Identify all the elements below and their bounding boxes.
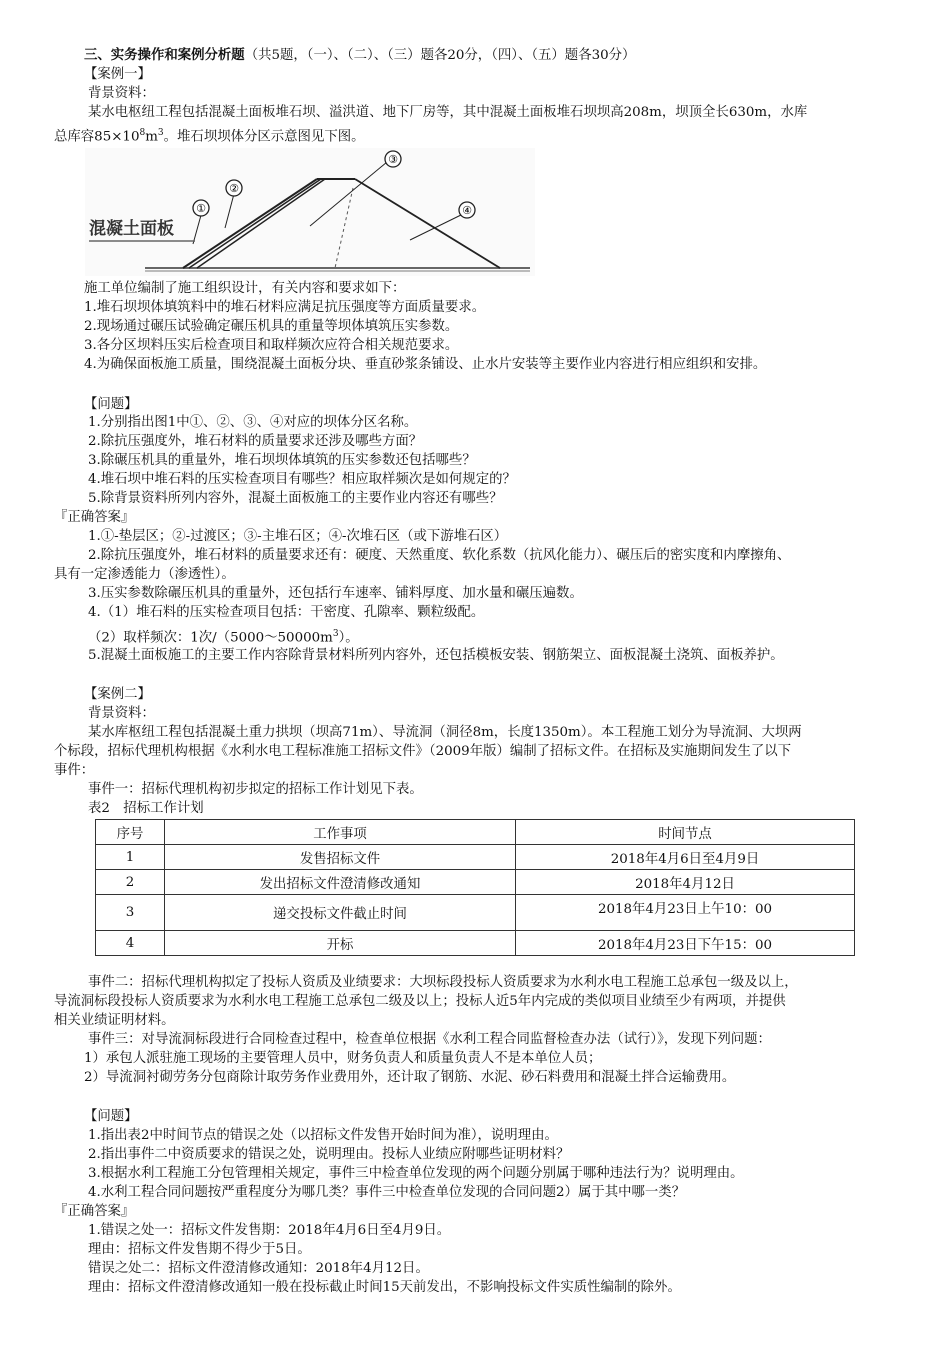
case2-event-1: 事件一：招标代理机构初步拟定的招标工作计划见下表。: [88, 782, 423, 797]
table-cell: 2: [96, 870, 165, 895]
table-row: [96, 845, 855, 870]
case2-background-line-1: 某水库枢纽工程包括混凝土重力拱坝（坝高71m）、导流洞（洞径8m，长度1350m）。本工程施工划分为导流洞、大坝两: [88, 725, 802, 740]
case2-event-2-line-1: 事件二：招标代理机构拟定了投标人资质及业绩要求：大坝标段投标人资质要求为水利水电工程施工总承包一级及以上，: [88, 975, 798, 990]
case2-event-3-issue-2: 2）导流洞衬砌劳务分包商除计取劳务作业费用外，还计取了钢筋、水泥、砂石料费用和混凝土拌合运输费用。: [84, 1070, 736, 1085]
case1-header: 【案例一】: [84, 67, 151, 82]
case2-event-3-issue-1: 1）承包人派驻施工现场的主要管理人员中，财务负责人和质量负责人不是本单位人员；: [84, 1051, 602, 1066]
case2-answer-header: 『正确答案』: [54, 1204, 135, 1219]
marker-label-1: ①: [196, 202, 206, 215]
case1-answer-2-cont: 具有一定渗透能力（渗透性）。: [54, 567, 235, 582]
case2-answer-1: 1.错误之处一：招标文件发售期：2018年4月6日至4月9日。: [88, 1223, 451, 1238]
superscript: 8: [139, 128, 146, 138]
text-part: 总库容85×10: [54, 129, 140, 145]
case1-answer-header: 『正确答案』: [54, 510, 135, 525]
table-caption: 表2 招标工作计划: [88, 801, 204, 816]
case2-answer-2: 理由：招标文件发售期不得少于5日。: [88, 1242, 311, 1257]
case2-event-3: 事件三：对导流洞标段进行合同检查过程中，检查单位根据《水利工程合同监督检查办法（试行）》，发现下列问题：: [88, 1032, 771, 1047]
case2-question-3: 3.根据水利工程施工分包管理相关规定，事件三中检查单位发现的两个问题分别属于哪种违法行为？说明理由。: [88, 1166, 744, 1181]
table-cell: 发售招标文件: [165, 845, 516, 870]
case1-answer-1: 1.①-垫层区；②-过渡区；③-主堆石区；④-次堆石区（或下游堆石区）: [88, 529, 508, 544]
case2-answer-4: 理由：招标文件澄清修改通知一般在投标截止时间15天前发出，不影响投标文件实质性编制的除外。: [88, 1280, 681, 1295]
text-part: m: [145, 129, 158, 145]
case1-background-label: 背景资料：: [88, 86, 155, 101]
case2-question-header: 【问题】: [84, 1109, 138, 1124]
marker-label-3: ③: [388, 153, 398, 166]
case2-event-2-line-2: 导流洞标段投标人资质要求为水利水电工程施工总承包二级及以上；投标人近5年内完成的类似项目业绩至少有两项，并提供: [54, 994, 786, 1009]
table-row: [96, 895, 855, 931]
concrete-slab-label: 混凝土面板: [89, 219, 174, 239]
case1-question-3: 3.除碾压机具的重量外，堆石坝坝体填筑的压实参数还包括哪些？: [88, 453, 476, 468]
case1-req-2: 2.现场通过碾压试验确定碾压机具的重量等坝体填筑压实参数。: [84, 319, 459, 334]
section-note: （共5题，（一）、（二）、（三）题各20分，（四）、（五）题各30分）: [244, 48, 636, 63]
case1-req-3: 3.各分区坝料压实后检查项目和取样频次应符合相关规范要求。: [84, 338, 459, 353]
marker-label-4: ④: [462, 204, 472, 217]
text-part: ）。: [338, 630, 359, 646]
case1-background-line-1: 某水电枢纽工程包括混凝土面板堆石坝、溢洪道、地下厂房等，其中混凝土面板堆石坝坝高208m，坝顶全长630m，水库: [88, 105, 808, 120]
case2-background-line-3: 事件：: [54, 763, 95, 778]
case1-background-line-2: [0, 124, 950, 146]
case1-question-header: 【问题】: [84, 397, 138, 412]
table-header-cell: 工作事项: [165, 820, 516, 845]
case1-org-intro: 施工单位编制了施工组织设计，有关内容和要求如下：: [84, 281, 406, 296]
table-cell: 开标: [165, 931, 516, 956]
table-cell: 4: [96, 931, 165, 956]
table-header-cell: 序号: [96, 820, 165, 845]
case1-req-1: 1.堆石坝坝体填筑料中的堆石材料应满足抗压强度等方面质量要求。: [84, 300, 486, 315]
case2-question-2: 2.指出事件二中资质要求的错误之处，说明理由。投标人业绩应附哪些证明材料？: [88, 1147, 570, 1162]
case2-question-1: 1.指出表2中时间节点的错误之处（以招标文件发售开始时间为准），说明理由。: [88, 1128, 558, 1143]
table-cell: 2018年4月12日: [516, 870, 855, 895]
case2-answer-3: 错误之处二：招标文件澄清修改通知：2018年4月12日。: [88, 1261, 429, 1276]
text-part: （2）取样频次：1次/（5000～50000m: [88, 630, 333, 646]
table-header-row: [96, 820, 855, 845]
table-cell: 递交投标文件截止时间: [165, 895, 516, 931]
case2-header: 【案例二】: [84, 687, 151, 702]
section-heading: [0, 46, 950, 65]
case1-question-5: 5.除背景资料所列内容外，混凝土面板施工的主要作业内容还有哪些？: [88, 491, 503, 506]
table-cell: 3: [96, 895, 165, 931]
case2-question-4: 4.水利工程合同问题按严重程度分为哪几类？事件三中检查单位发现的合同问题2）属于其中哪一类？: [88, 1185, 686, 1200]
table-cell: 2018年4月23日下午15：00: [516, 931, 855, 956]
table-cell: 发出招标文件澄清修改通知: [165, 870, 516, 895]
table-cell: 2018年4月23日上午10：00: [516, 895, 855, 931]
case1-answer-4b: [0, 625, 950, 647]
case1-question-4: 4.堆石坝中堆石料的压实检查项目有哪些？相应取样频次是如何规定的？: [88, 472, 516, 487]
text-part: 。堆石坝坝体分区示意图见下图。: [163, 129, 365, 145]
superscript: 3: [157, 128, 164, 138]
superscript: 3: [332, 629, 339, 639]
case2-background-label: 背景资料：: [88, 706, 155, 721]
table-cell: 1: [96, 845, 165, 870]
case1-answer-4: 4.（1）堆石料的压实检查项目包括：干密度、孔隙率、颗粒级配。: [88, 605, 485, 620]
case1-answer-3: 3.压实参数除碾压机具的重量外，还包括行车速率、铺料厚度、加水量和碾压遍数。: [88, 586, 583, 601]
table-cell: 2018年4月6日至4月9日: [516, 845, 855, 870]
marker-label-2: ②: [229, 182, 239, 195]
case1-req-4: 4.为确保面板施工质量，围绕混凝土面板分块、垂直砂浆条铺设、止水片安装等主要作业内容进行相应组织和安排。: [84, 357, 767, 372]
section-title: 三、实务操作和案例分析题: [84, 47, 245, 63]
case2-background-line-2: 个标段，招标代理机构根据《水利水电工程标准施工招标文件》（2009年版）编制了招标文件。在招标及实施期间发生了以下: [54, 744, 792, 759]
table-row: [96, 870, 855, 895]
case1-answer-5: 5.混凝土面板施工的主要工作内容除背景材料所列内容外，还包括模板安装、钢筋架立、面板混凝土浇筑、面板养护。: [88, 648, 784, 663]
case1-question-1: 1.分别指出图1中①、②、③、④对应的坝体分区名称。: [88, 415, 418, 430]
case1-answer-2: 2.除抗压强度外，堆石材料的质量要求还有：硬度、天然重度、软化系数（抗风化能力）、碾压后的密实度和内摩擦角、: [88, 548, 791, 563]
table-header-cell: 时间节点: [516, 820, 855, 845]
case2-event-2-line-3: 相关业绩证明材料。: [54, 1013, 175, 1028]
bidding-plan-table: [95, 819, 855, 956]
case1-question-2: 2.除抗压强度外，堆石材料的质量要求还涉及哪些方面？: [88, 434, 423, 449]
table-row: [96, 931, 855, 956]
dam-zoning-figure: [85, 148, 535, 276]
